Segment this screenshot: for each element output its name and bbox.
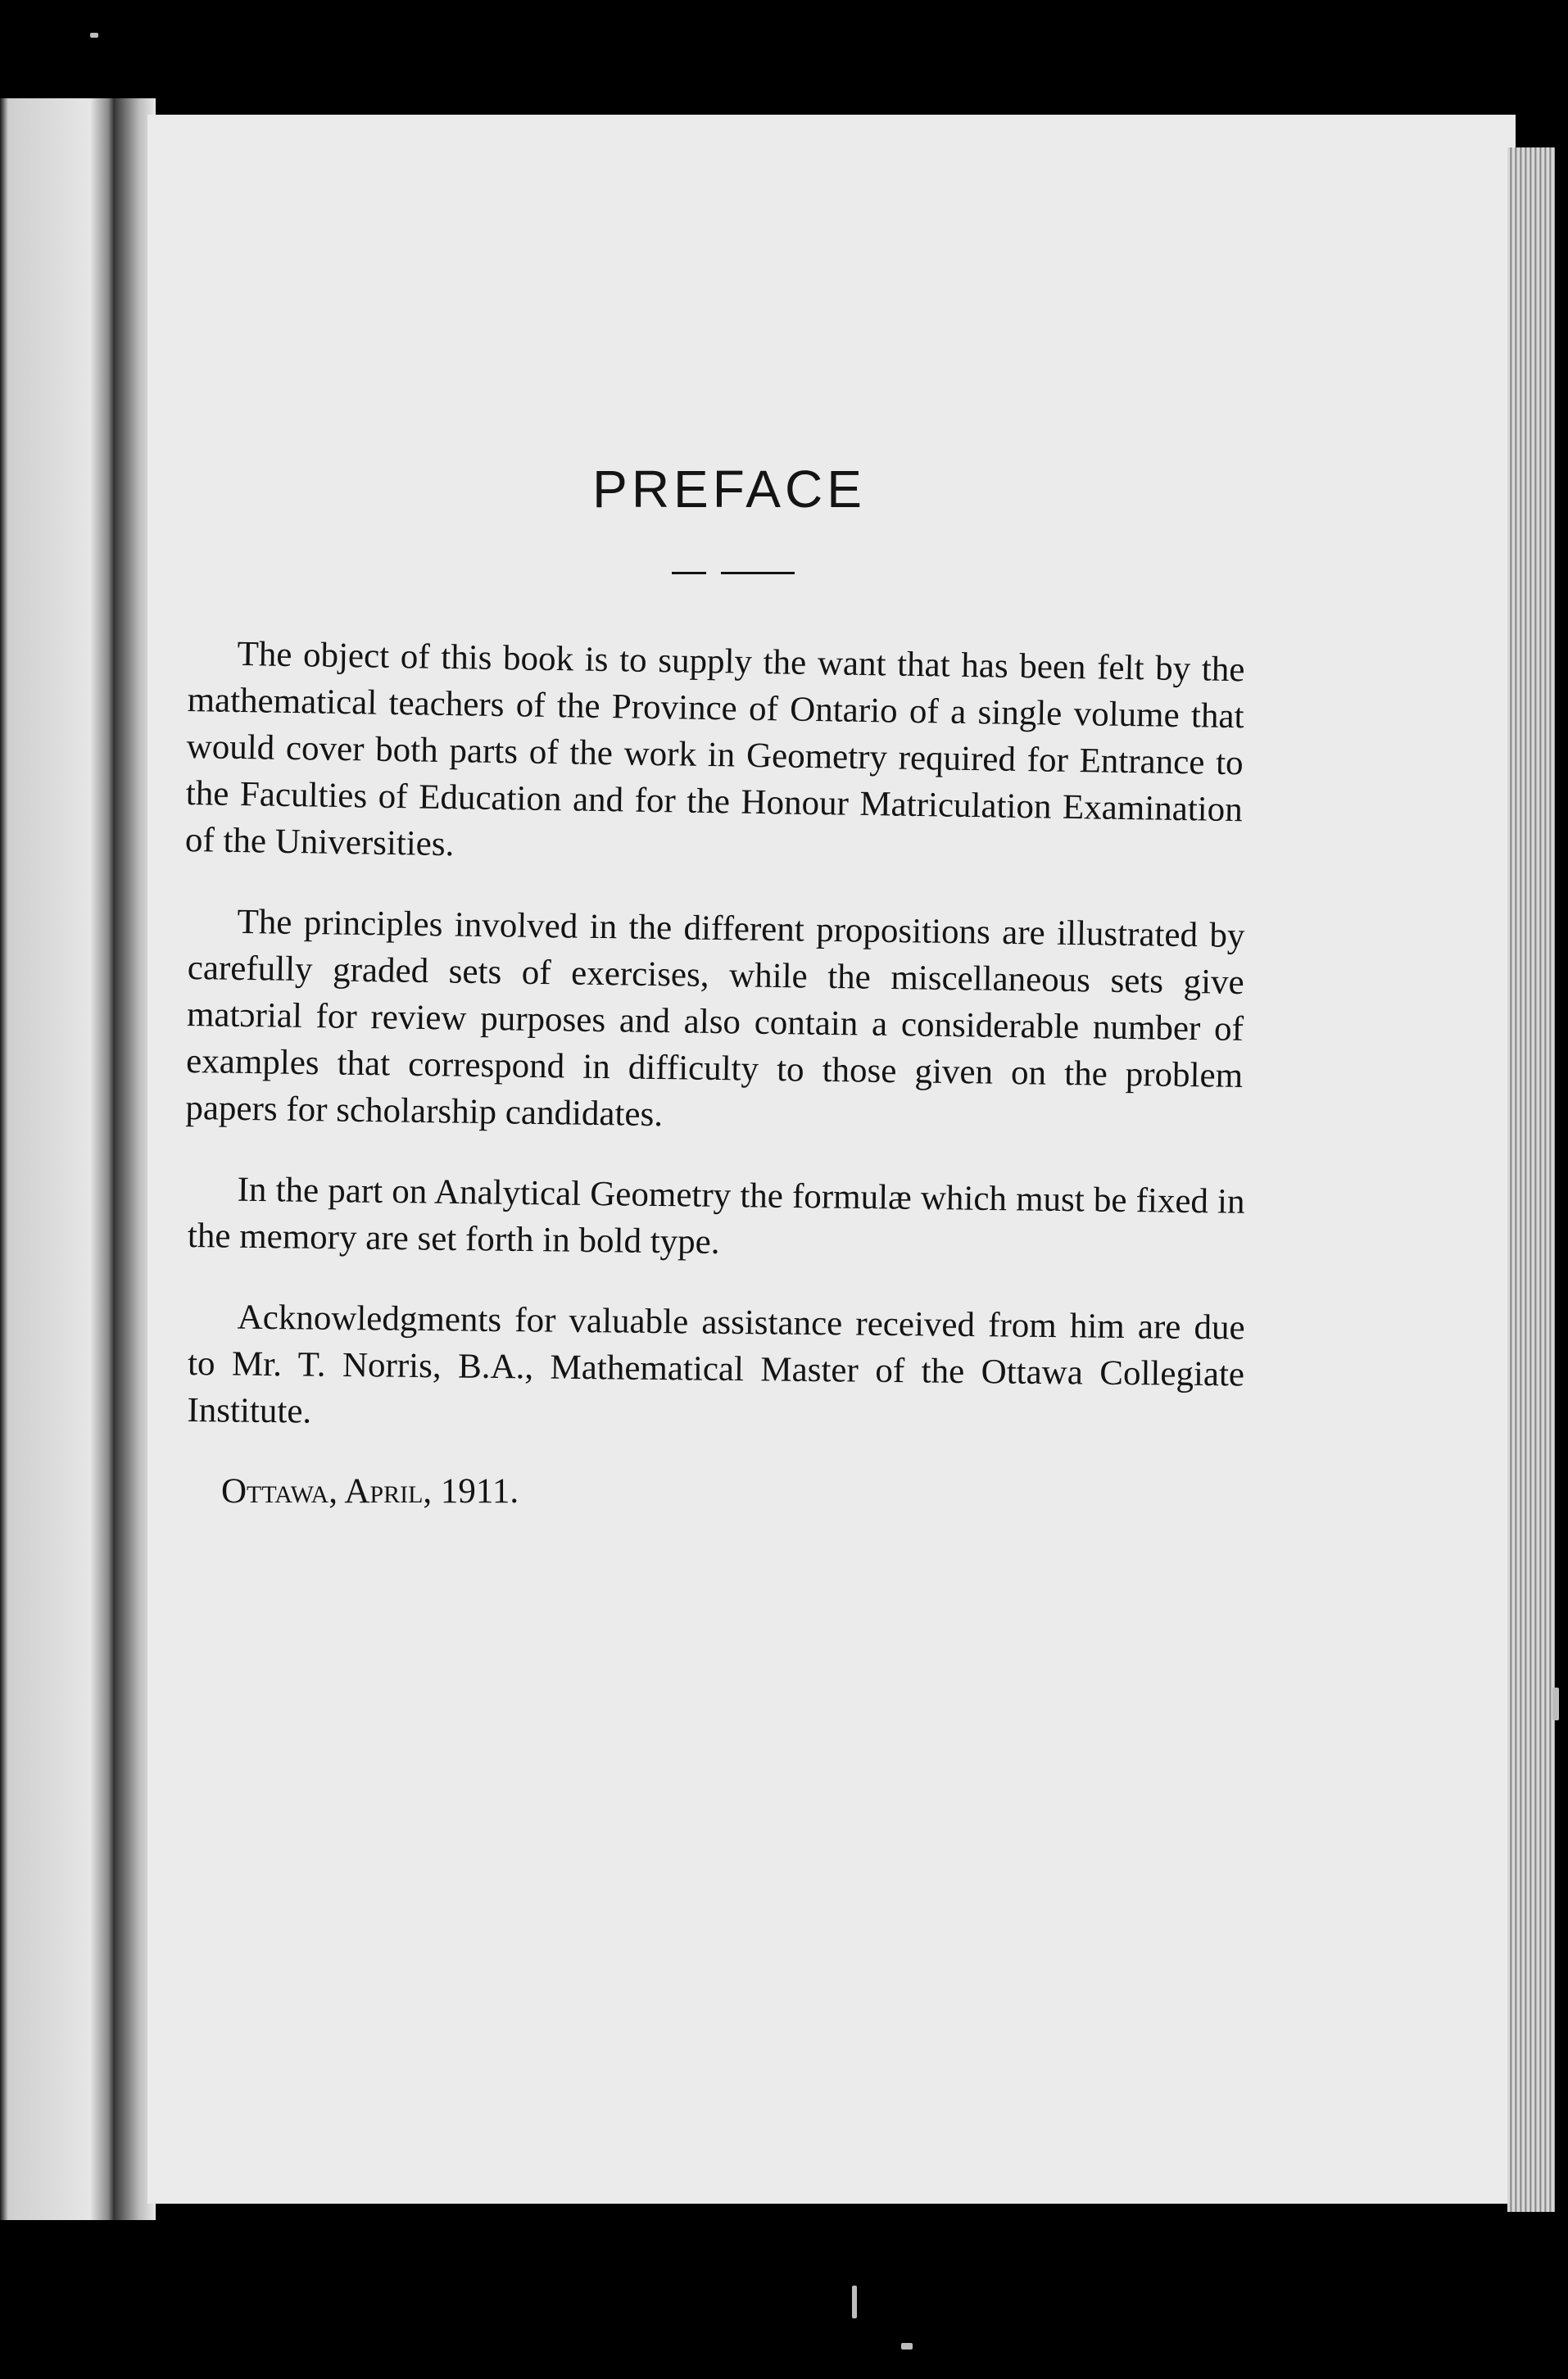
title-rule bbox=[672, 572, 795, 574]
preface-paragraph: The principles involved in the different propositions are illustrated by carefully graded sets of exercises, while the miscellaneous sets give matɔrial for review purposes and also contain a considerable number of examples that correspond in difficulty to those given on the problem papers for scholarship candidates. bbox=[185, 902, 1245, 1135]
scan-speck bbox=[901, 2343, 913, 2350]
scan-speck bbox=[1552, 1688, 1559, 1720]
preface-paragraph: In the part on Analytical Geometry the formulæ which must be fixed in the memory are set forth in bold type. bbox=[187, 1170, 1245, 1262]
preface-paragraph: The object of this book is to supply the want that has been felt by the mathematical teachers of the Province of Ontario of a single volume that would cover both parts of the work in Geometry required for Entrance to the Faculties of Education and for the Honour Matriculation Examination of the Universities. bbox=[184, 634, 1245, 864]
scan-speck bbox=[90, 33, 98, 38]
preface-content bbox=[184, 459, 1245, 1515]
preface-paragraph: Acknowledgments for valuable assistance received from him are due to Mr. T. Norris, B.A., Mathematical Master of the Ottawa Collegiate Institute. bbox=[187, 1298, 1245, 1431]
scan-speck bbox=[852, 2286, 857, 2318]
page-stack-edge bbox=[1507, 147, 1555, 2212]
page-title: PREFACE bbox=[592, 460, 866, 519]
place-date-line: Ottawa, April, 1911. bbox=[221, 1472, 519, 1511]
facing-page-edge bbox=[0, 98, 115, 2220]
